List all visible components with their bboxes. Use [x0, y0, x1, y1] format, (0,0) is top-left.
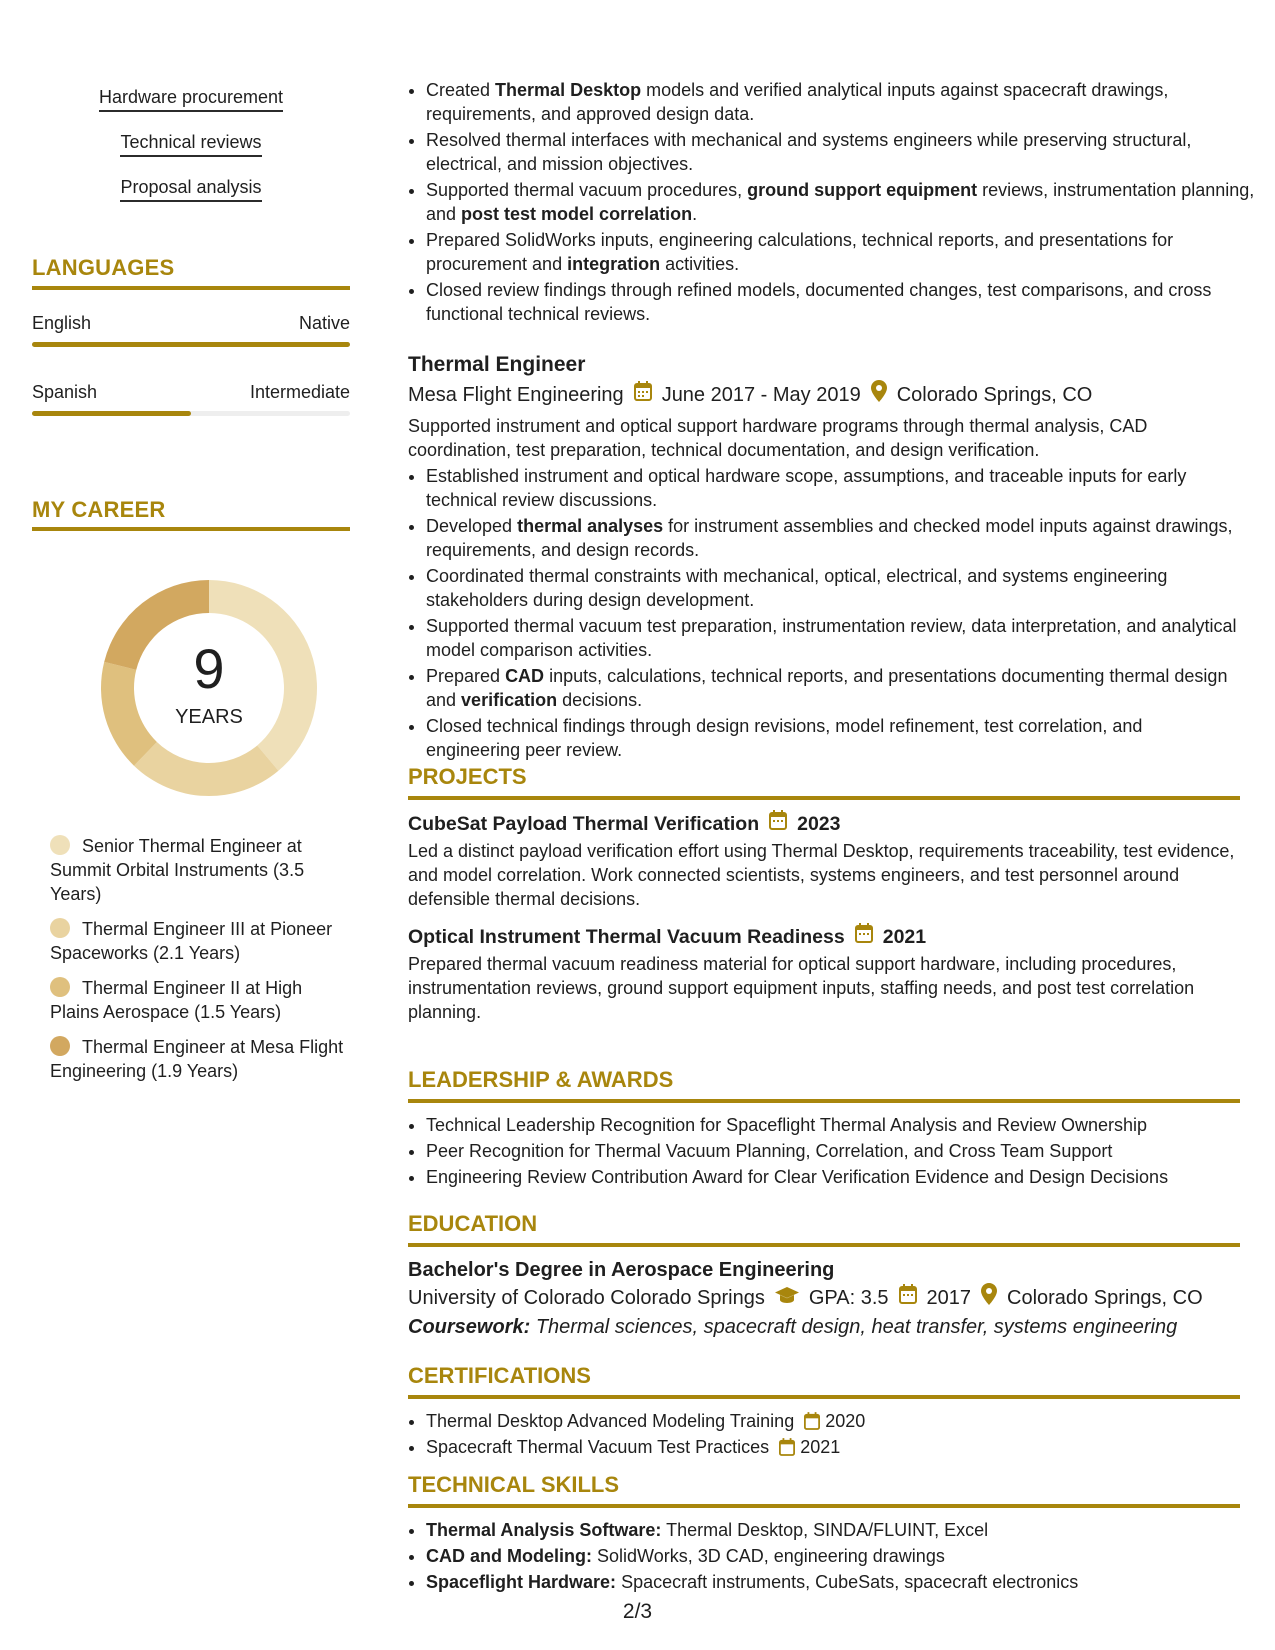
job-entry	[408, 352, 1240, 764]
language-bar	[32, 342, 350, 347]
job-bullet: • Prepared CAD inputs, calculations, technical reports, and presentations documenting thermal design and verification decisions.	[426, 664, 1240, 712]
legend-dot	[50, 835, 70, 855]
project-year: 2023	[797, 812, 841, 835]
job-bullet: • Closed technical findings through design revisions, model refinement, test correlation, and engineering peer review.	[426, 714, 1240, 762]
legend-dot	[50, 1036, 70, 1056]
interest-item: Proposal analysis	[32, 176, 350, 202]
graduation-year: 2017	[926, 1287, 972, 1309]
calendar-icon	[855, 923, 873, 950]
coursework-text: Thermal sciences, spacecraft design, heat transfer, systems engineering	[535, 1316, 1178, 1338]
language-level: Native	[298, 313, 350, 333]
career-legend-item: Thermal Engineer II at High Plains Aerospace (1.5 Years)	[50, 978, 303, 1022]
skills-list	[408, 1518, 1240, 1594]
leadership-list	[408, 1113, 1240, 1189]
calendar-icon	[804, 1411, 820, 1431]
leadership-item: • Engineering Review Contribution Award for Clear Verification Evidence and Design Decisions	[426, 1165, 1240, 1189]
project-name: CubeSat Payload Thermal Verification	[408, 812, 760, 835]
coursework-label: Coursework:	[408, 1316, 531, 1338]
education-title: EDUCATION	[408, 1211, 538, 1236]
language-row	[32, 313, 350, 334]
certification-item: • Thermal Desktop Advanced Modeling Training 2020	[426, 1409, 1240, 1433]
section-rule	[408, 1099, 1240, 1103]
certification-item: • Spacecraft Thermal Vacuum Test Practices 2021	[426, 1435, 1240, 1459]
language-bar-fill	[32, 411, 191, 416]
coursework	[408, 1313, 1240, 1341]
certifications-section	[408, 1363, 1240, 1461]
project-name: Optical Instrument Thermal Vacuum Readiness	[408, 925, 845, 948]
certification-year: 2021	[800, 1437, 841, 1457]
legend-dot	[50, 918, 70, 938]
interest-item: Technical reviews	[32, 131, 350, 157]
job-meta	[408, 380, 1240, 410]
skill-item: • CAD and Modeling: SolidWorks, 3D CAD, engineering drawings	[426, 1544, 1240, 1568]
page-number: 2/3	[622, 1600, 653, 1623]
section-rule	[408, 1243, 1240, 1247]
education-location: Colorado Springs, CO	[1007, 1287, 1203, 1309]
section-rule	[408, 796, 1240, 800]
school-name: University of Colorado Colorado Springs	[408, 1287, 765, 1309]
skill-item: • Spaceflight Hardware: Spacecraft instruments, CubeSats, spacecraft electronics	[426, 1570, 1240, 1594]
education-meta	[408, 1283, 1240, 1313]
graduation-cap-icon	[775, 1284, 799, 1312]
career-total-number: 9	[193, 637, 225, 700]
job-bullet: • Coordinated thermal constraints with mechanical, optical, electrical, and systems engineering stakeholders during design development.	[426, 564, 1240, 612]
job-title: Thermal Engineer	[408, 353, 586, 376]
legend-dot	[50, 977, 70, 997]
job-location: Colorado Springs, CO	[896, 384, 1093, 406]
language-bar	[32, 411, 350, 416]
career-total-unit: YEARS	[175, 706, 243, 728]
calendar-icon	[899, 1284, 917, 1312]
leadership-title: LEADERSHIP & AWARDS	[408, 1067, 674, 1092]
education-section	[408, 1211, 1240, 1341]
job-dates: June 2017 - May 2019	[661, 384, 861, 406]
career-title: MY CAREER	[32, 497, 166, 522]
certifications-title: CERTIFICATIONS	[408, 1363, 591, 1388]
certification-year: 2020	[825, 1411, 866, 1431]
job-bullet: • Established instrument and optical hardware scope, assumptions, and traceable inputs for early technical review discussions.	[426, 464, 1240, 512]
certifications-list	[408, 1409, 1240, 1459]
job-bullet: • Resolved thermal interfaces with mechanical and systems engineers while preserving structural, electrical, and mission objectives.	[426, 128, 1258, 176]
section-rule	[408, 1395, 1240, 1399]
job-bullet: • Created Thermal Desktop models and verified analytical inputs against spacecraft drawings, requirements, and approved design data.	[426, 78, 1258, 126]
career-donut-chart	[94, 573, 324, 803]
leadership-item: • Peer Recognition for Thermal Vacuum Planning, Correlation, and Cross Team Support	[426, 1139, 1240, 1163]
location-pin-icon	[981, 1283, 997, 1313]
calendar-icon	[634, 381, 652, 409]
leadership-section	[408, 1067, 1240, 1191]
job-bullet: • Supported thermal vacuum procedures, ground support equipment reviews, instrumentation planning, and post test model correlation.	[426, 178, 1258, 226]
career-legend-item: Senior Thermal Engineer at Summit Orbital Instruments (3.5 Years)	[50, 836, 305, 904]
projects-title: PROJECTS	[408, 764, 527, 789]
previous-job-bullets	[408, 78, 1258, 328]
job-company: Mesa Flight Engineering	[408, 384, 624, 406]
project-item	[408, 923, 1240, 1024]
job-bullets	[408, 464, 1240, 762]
project-item	[408, 810, 1240, 911]
skills-section	[408, 1472, 1240, 1596]
job-summary: Supported instrument and optical support hardware programs through thermal analysis, CAD coordination, test preparation, technical documentation, and design verification.	[408, 416, 1148, 460]
language-name: Spanish	[32, 382, 98, 402]
project-year: 2021	[882, 925, 927, 948]
project-description: Led a distinct payload verification effort using Thermal Desktop, requirements traceability, test evidence, and model correlation. Work connected scientists, systems engineers, and test personnel around defensible thermal decisions.	[408, 841, 1235, 909]
languages-rule	[32, 286, 350, 290]
language-bar-fill	[32, 342, 350, 347]
languages-title: LANGUAGES	[32, 255, 175, 280]
language-name: English	[32, 313, 92, 333]
job-bullet: • Supported thermal vacuum test preparation, instrumentation review, data interpretation, and analytical model comparison activities.	[426, 614, 1240, 662]
degree-name: Bachelor's Degree in Aerospace Engineering	[408, 1259, 835, 1281]
career-legend-item: Thermal Engineer III at Pioneer Spaceworks (2.1 Years)	[50, 919, 333, 963]
job-bullet: • Prepared SolidWorks inputs, engineering calculations, technical reports, and presentations for procurement and integration activities.	[426, 228, 1258, 276]
location-pin-icon	[871, 380, 887, 410]
skills-title: TECHNICAL SKILLS	[408, 1472, 620, 1497]
calendar-icon	[779, 1437, 795, 1457]
leadership-item: • Technical Leadership Recognition for Spaceflight Thermal Analysis and Review Ownership	[426, 1113, 1240, 1137]
job-bullet: • Closed review findings through refined models, documented changes, test comparisons, and cross functional technical reviews.	[426, 278, 1258, 326]
language-row	[32, 382, 350, 403]
gpa: GPA: 3.5	[808, 1287, 889, 1309]
career-legend-item: Thermal Engineer at Mesa Flight Engineering (1.9 Years)	[50, 1037, 344, 1081]
section-rule	[408, 1504, 1240, 1508]
language-level: Intermediate	[249, 382, 350, 402]
calendar-icon	[769, 810, 787, 837]
career-rule	[32, 527, 350, 531]
project-description: Prepared thermal vacuum readiness material for optical support hardware, including procedures, instrumentation reviews, ground support equipment inputs, staffing needs, and post test correlation planning.	[408, 954, 1195, 1022]
job-bullet: • Developed thermal analyses for instrument assemblies and checked model inputs against drawings, requirements, and design records.	[426, 514, 1240, 562]
career-legend	[50, 834, 350, 1094]
skill-item: • Thermal Analysis Software: Thermal Desktop, SINDA/FLUINT, Excel	[426, 1518, 1240, 1542]
projects-section	[408, 764, 1240, 1026]
donut-slice	[134, 742, 278, 796]
interest-item: Hardware procurement	[32, 86, 350, 112]
